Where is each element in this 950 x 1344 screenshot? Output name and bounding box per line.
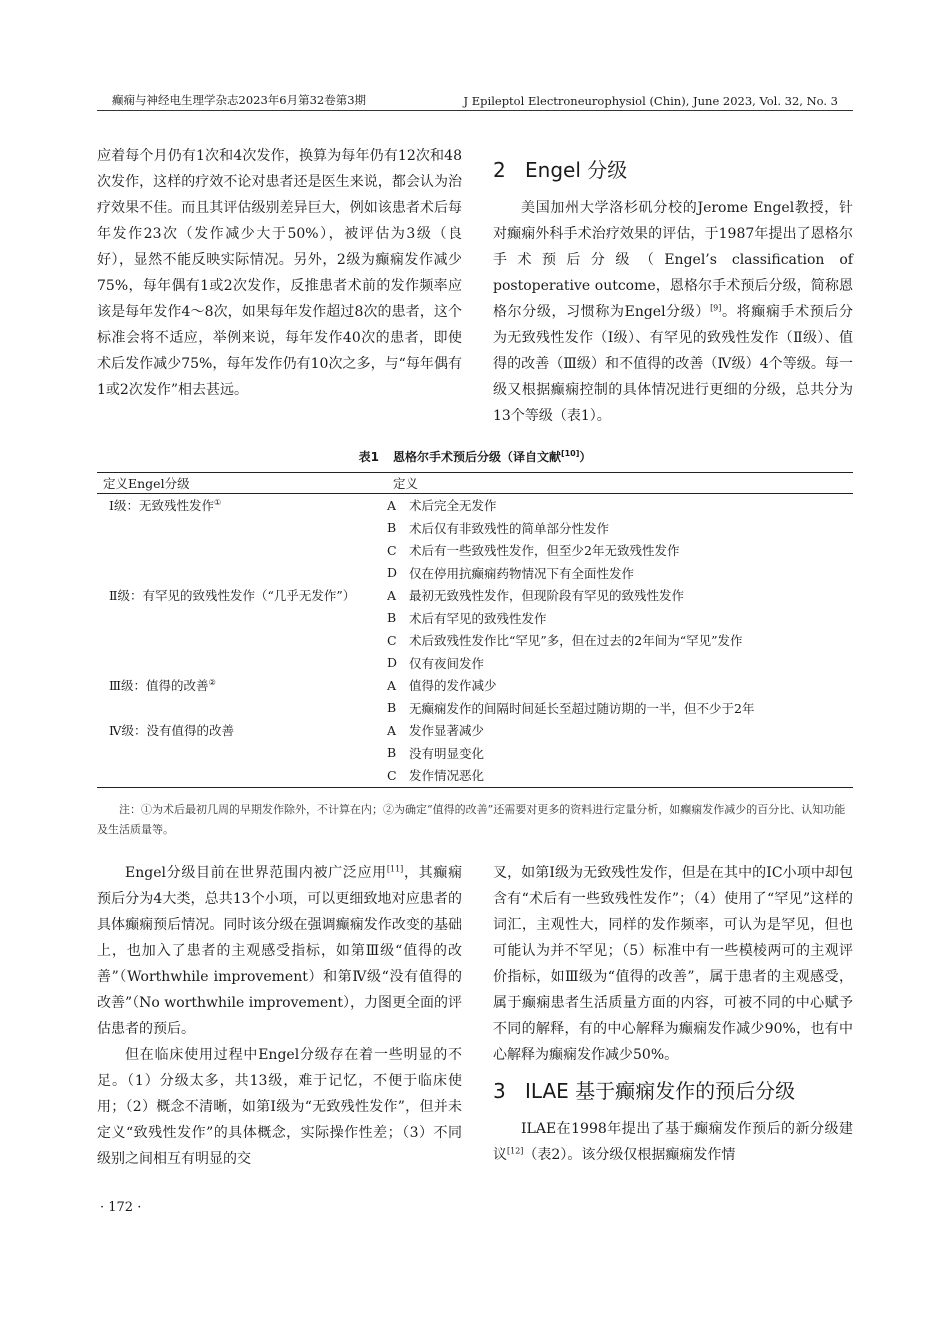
section-3-title: ILAE 基于癫痫发作的预后分级 (525, 1079, 796, 1103)
subgrade-definition: 术后有一些致残性发作，但至少2年无致残性发作 (409, 543, 680, 559)
page-number: · 172 · (100, 1200, 142, 1215)
grade-cell (97, 652, 387, 675)
subgrade-definition: 术后有罕见的致残性发作 (409, 610, 547, 626)
engel-usage-text-tail: ，其癫痫预后分为4大类，总共13个小项，可以更细致地对应患者的具体癫痫预后情况。同时该分级在强调癫痫发作改变的基础上，也加入了患者的主观感受指标，如第Ⅲ级“值得的改善”（Worthwhile improvement）和第Ⅳ级“没有值得的改善”（No worthwhile improvement），力图更全面的评估患者的预后。 (97, 865, 463, 1037)
citation-10[interactable]: [10] (560, 449, 580, 458)
subgrade-definition: 术后仅有非致残性的简单部分性发作 (409, 520, 610, 536)
subgrade-letter: C (387, 542, 397, 558)
table-row (97, 652, 853, 675)
limitations-continued-paragraph: 叉，如第Ⅰ级为无致残性发作，但是在其中的ⅠC小项中却包含有“术后有一些致残性发作”；（4）使用了“罕见”这样的词汇，主观性大，同样的发作频率，可认为是罕见，但也可能认为并不罕见；（5）标准中有一些模棱两可的主观评价指标，如Ⅲ级为“值得的改善”，属于患者的主观感受，属于癫痫患者生活质量方面的内容，可被不同的中心赋予不同的解释，有的中心解释为癫痫发作减少90%，也有中心解释为癫痫发作减少50%。 (493, 865, 853, 1063)
table-row (97, 742, 853, 765)
subgrade-definition: 仅在停用抗癫痫药物情况下有全面性发作 (409, 565, 635, 581)
subgrade-letter: D (387, 565, 398, 581)
table-row (97, 517, 853, 540)
left-column-bottom (97, 860, 462, 1172)
subgrade-definition: 术后完全无发作 (409, 498, 497, 514)
subgrade-letter: A (387, 587, 397, 603)
subgrade-letter: B (387, 700, 397, 716)
table-row (97, 562, 853, 585)
subgrade-letter: B (387, 745, 397, 761)
grade-cell (97, 607, 387, 630)
grade-cell (97, 764, 387, 787)
grade-cell (97, 719, 387, 742)
table-row (97, 607, 853, 630)
grade-cell (97, 494, 387, 517)
subgrade-definition: 没有明显变化 (409, 745, 485, 761)
grade-cell (97, 584, 387, 607)
section-2-paragraph (493, 195, 853, 429)
table-1-caption (97, 448, 853, 465)
subgrade-letter: D (387, 655, 398, 671)
engel-limitations-paragraph: 但在临床使用过程中Engel分级存在着一些明显的不足。（1）分级太多，共13级，难于记忆，不便于临床使用；（2）概念不清晰，如第Ⅰ级为“无致残性发作”，但并未定义“致残性发作”的具体概念，实际操作性差；（3）不同级别之间相互有明显的交 (97, 1047, 462, 1167)
engel-classification-table (97, 472, 853, 788)
table-header-definition: 定义 (387, 473, 853, 494)
engel-usage-paragraph (97, 860, 462, 1042)
subgrade-letter: B (387, 520, 397, 536)
subgrade-definition: 发作情况恶化 (409, 764, 853, 787)
continued-paragraph: 应着每个月仍有1次和4次发作，换算为每年仍有12次和48次发作，这样的疗效不论对患者还是医生来说，都会认为治疗效果不佳。而且其评估级别差异巨大，例如该患者术后每年发作23次（发作减少大于50%），被评估为3级（良好），显然不能反映实际情况。另外，2级为癫痫发作减少75%，每年偶有1或2次发作，反推患者术前的发作频率应该是每年发作4～8次，如果每年发作超过8次的患者，这个标准会将不适应，举例来说，每年发作40次的患者，即使术后发作减少75%，每年发作仍有10次之多，与“每年偶有1或2次发作”相去甚远。 (97, 148, 462, 398)
table-row (97, 629, 853, 652)
grade-cell (97, 674, 387, 697)
section-2-text-tail: 。将癫痫手术预后分为无致残性发作（Ⅰ级）、有罕见的致残性发作（Ⅱ级）、值得的改善（Ⅲ级）和不值得的改善（Ⅳ级）4个等级。每一级又根据癫痫控制的具体情况进行更细的分级，总共分为13个等级（表1）。 (493, 304, 854, 424)
table-header-grade: 定义Engel分级 (97, 473, 387, 494)
subgrade-letter: A (387, 677, 397, 693)
citation-9[interactable]: [9] (710, 303, 722, 313)
subgrade-definition: 仅有夜间发作 (409, 655, 485, 671)
grade-cell (97, 742, 387, 765)
header-rule (97, 110, 853, 111)
grade-cell (97, 539, 387, 562)
subgrade-definition: 发作显著减少 (409, 723, 485, 739)
table-body (97, 494, 853, 788)
grade-label: Ⅳ级：没有值得的改善 (109, 723, 234, 739)
grade-cell (97, 629, 387, 652)
journal-header-chinese: 癫痫与神经电生理学杂志2023年6月第32卷第3期 (112, 93, 367, 107)
grade-cell (97, 697, 387, 720)
table-row (97, 539, 853, 562)
table-row (97, 764, 853, 787)
left-column-top (97, 143, 462, 403)
table-row (97, 697, 853, 720)
subgrade-letter: A (387, 722, 397, 738)
grade-cell (97, 517, 387, 540)
subgrade-letter: B (387, 610, 397, 626)
section-2-heading (493, 155, 853, 185)
section-3-number: 3 (493, 1079, 506, 1103)
ilae-text: ILAE在1998年提出了基于癫痫发作预后的新分级建议 (493, 1121, 853, 1163)
table-1-note: 注：①为术后最初几周的早期发作除外，不计算在内；②为确定“值得的改善”还需要对更多的资料进行定量分析，如癫痫发作减少的百分比、认知功能及生活质量等。 (97, 803, 846, 836)
section-2-text: 美国加州大学洛杉矶分校的Jerome Engel教授，针对癫痫外科手术治疗效果的评估，于1987年提出了恩格尔手术预后分级（Engel’s classification of postoperative outcome，恩格尔手术预后分级，简称恩格尔分级，习惯称为Engel分级） (493, 200, 853, 320)
subgrade-letter: C (387, 632, 397, 648)
journal-header-english: J Epileptol Electroneurophysiol (Chin), June 2023, Vol. 32, No. 3 (463, 94, 838, 108)
table-row (97, 584, 853, 607)
grade-label: Ⅲ级：值得的改善 (109, 678, 209, 694)
subgrade-definition: 术后致残性发作比“罕见”多，但在过去的2年间为“罕见”发作 (409, 633, 743, 649)
subgrade-letter: A (387, 497, 397, 513)
right-column-top (493, 155, 853, 429)
ilae-paragraph (493, 1116, 853, 1168)
subgrade-definition: 最初无致残性发作，但现阶段有罕见的致残性发作 (409, 588, 685, 604)
subgrade-letter: C (387, 764, 409, 787)
subgrade-definition: 值得的发作减少 (409, 678, 497, 694)
table-1-label: 表1 (358, 450, 379, 464)
subgrade-definition: 无癫痫发作的间隔时间延长至超过随访期的一半，但不少于2年 (409, 700, 755, 716)
grade-footnote-mark: ① (213, 498, 222, 508)
running-header (112, 88, 838, 108)
table-row (97, 674, 853, 697)
citation-11[interactable]: [11] (386, 864, 404, 874)
grade-cell (97, 562, 387, 585)
section-3-heading (493, 1076, 853, 1106)
table-row (97, 494, 853, 517)
citation-12[interactable]: [12] (507, 1146, 524, 1156)
grade-footnote-mark: ② (208, 678, 216, 688)
table-1-caption-end: ） (579, 450, 592, 464)
table-row (97, 719, 853, 742)
table-1-title: 恩格尔手术预后分级（译自文献 (392, 450, 561, 464)
grade-label: Ⅱ级：有罕见的致残性发作（“几乎无发作”） (109, 588, 356, 604)
ilae-text-tail: （表2）。该分级仅根据癫痫发作情 (523, 1147, 736, 1163)
right-column-bottom (493, 860, 853, 1168)
section-2-title: Engel 分级 (525, 158, 628, 182)
grade-label: Ⅰ级：无致残性发作 (109, 498, 214, 514)
section-2-number: 2 (493, 158, 506, 182)
engel-usage-text: Engel分级目前在世界范围内被广泛应用 (125, 865, 387, 881)
